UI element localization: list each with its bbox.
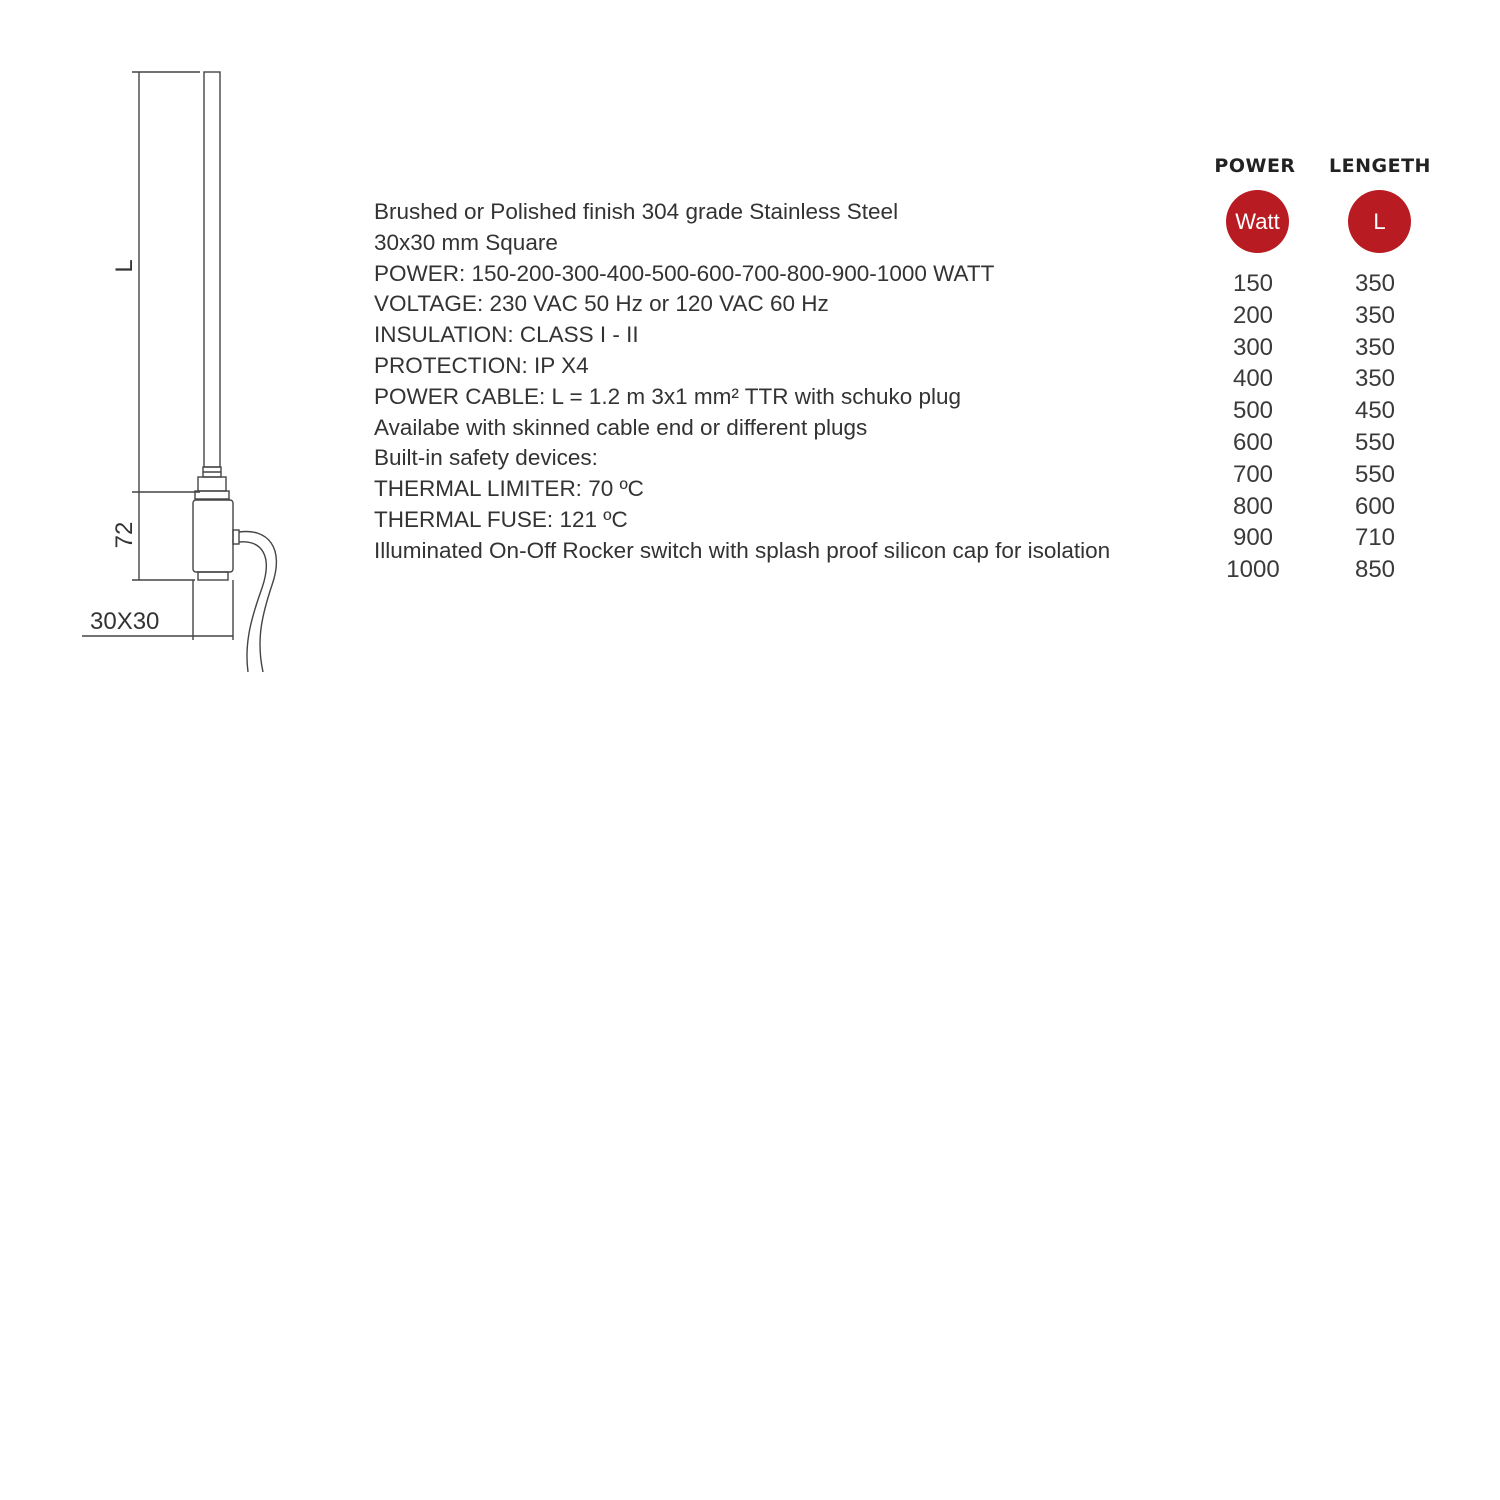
power-value: 150 [1232,270,1274,297]
length-value: 550 [1354,460,1396,488]
spec-thermal-fuse: THERMAL FUSE: 121 ºC [374,506,628,532]
spec-list [374,197,1110,567]
length-badge: L [1348,190,1411,253]
length-column-header: LENGETH [1329,155,1431,177]
nut [198,477,226,491]
spec-insulation: INSULATION: CLASS I - II [374,322,639,348]
heating-element-drawing [0,0,320,700]
length-value: 350 [1354,301,1396,329]
dim-section-label: 30X30 [90,608,160,635]
spec-section: 30x30 mm Square [374,229,558,255]
spec-thermal-limiter: THERMAL LIMITER: 70 ºC [374,476,644,502]
length-value: 850 [1354,556,1396,584]
power-value: 500 [1232,397,1274,425]
length-value: 350 [1354,270,1396,297]
power-value: 400 [1232,365,1274,393]
dim-length-label: L [111,259,138,273]
cable-gland [233,530,239,544]
length-value: 550 [1354,428,1396,456]
length-value: 600 [1354,492,1396,520]
length-value: 450 [1354,397,1396,425]
spec-safety-devices: Built-in safety devices: [374,445,598,471]
power-value: 600 [1232,428,1274,456]
spec-voltage: VOLTAGE: 230 VAC 50 Hz or 120 VAC 60 Hz [374,291,829,317]
power-column-header: POWER [1214,155,1296,177]
power-values-column [1193,268,1313,586]
power-badge: Watt [1226,190,1289,253]
power-value: 1000 [1226,556,1280,584]
heating-rod [204,72,220,467]
dim-height-label: 72 [111,521,138,549]
power-cable-inner [239,542,266,672]
length-value: 350 [1354,333,1396,361]
spec-cable-options: Availabe with skinned cable end or different plugs [374,414,868,440]
spec-power: POWER: 150-200-300-400-500-600-700-800-900-1000 WATT [374,260,995,286]
spec-power-cable: POWER CABLE: L = 1.2 m 3x1 mm² TTR with schuko plug [374,383,962,409]
power-value: 200 [1232,301,1274,329]
power-value: 300 [1232,333,1274,361]
spec-protection: PROTECTION: IP X4 [374,352,589,378]
spec-rocker-switch: Illuminated On-Off Rocker switch with splash proof silicon cap for isolation [374,537,1111,563]
control-housing [193,500,233,572]
length-value: 350 [1354,365,1396,393]
length-values-column [1315,268,1435,586]
spec-material: Brushed or Polished finish 304 grade Stainless Steel [374,199,899,224]
length-value: 710 [1354,524,1396,552]
power-value: 800 [1232,492,1274,520]
power-value: 900 [1232,524,1274,552]
power-value: 700 [1232,460,1274,488]
